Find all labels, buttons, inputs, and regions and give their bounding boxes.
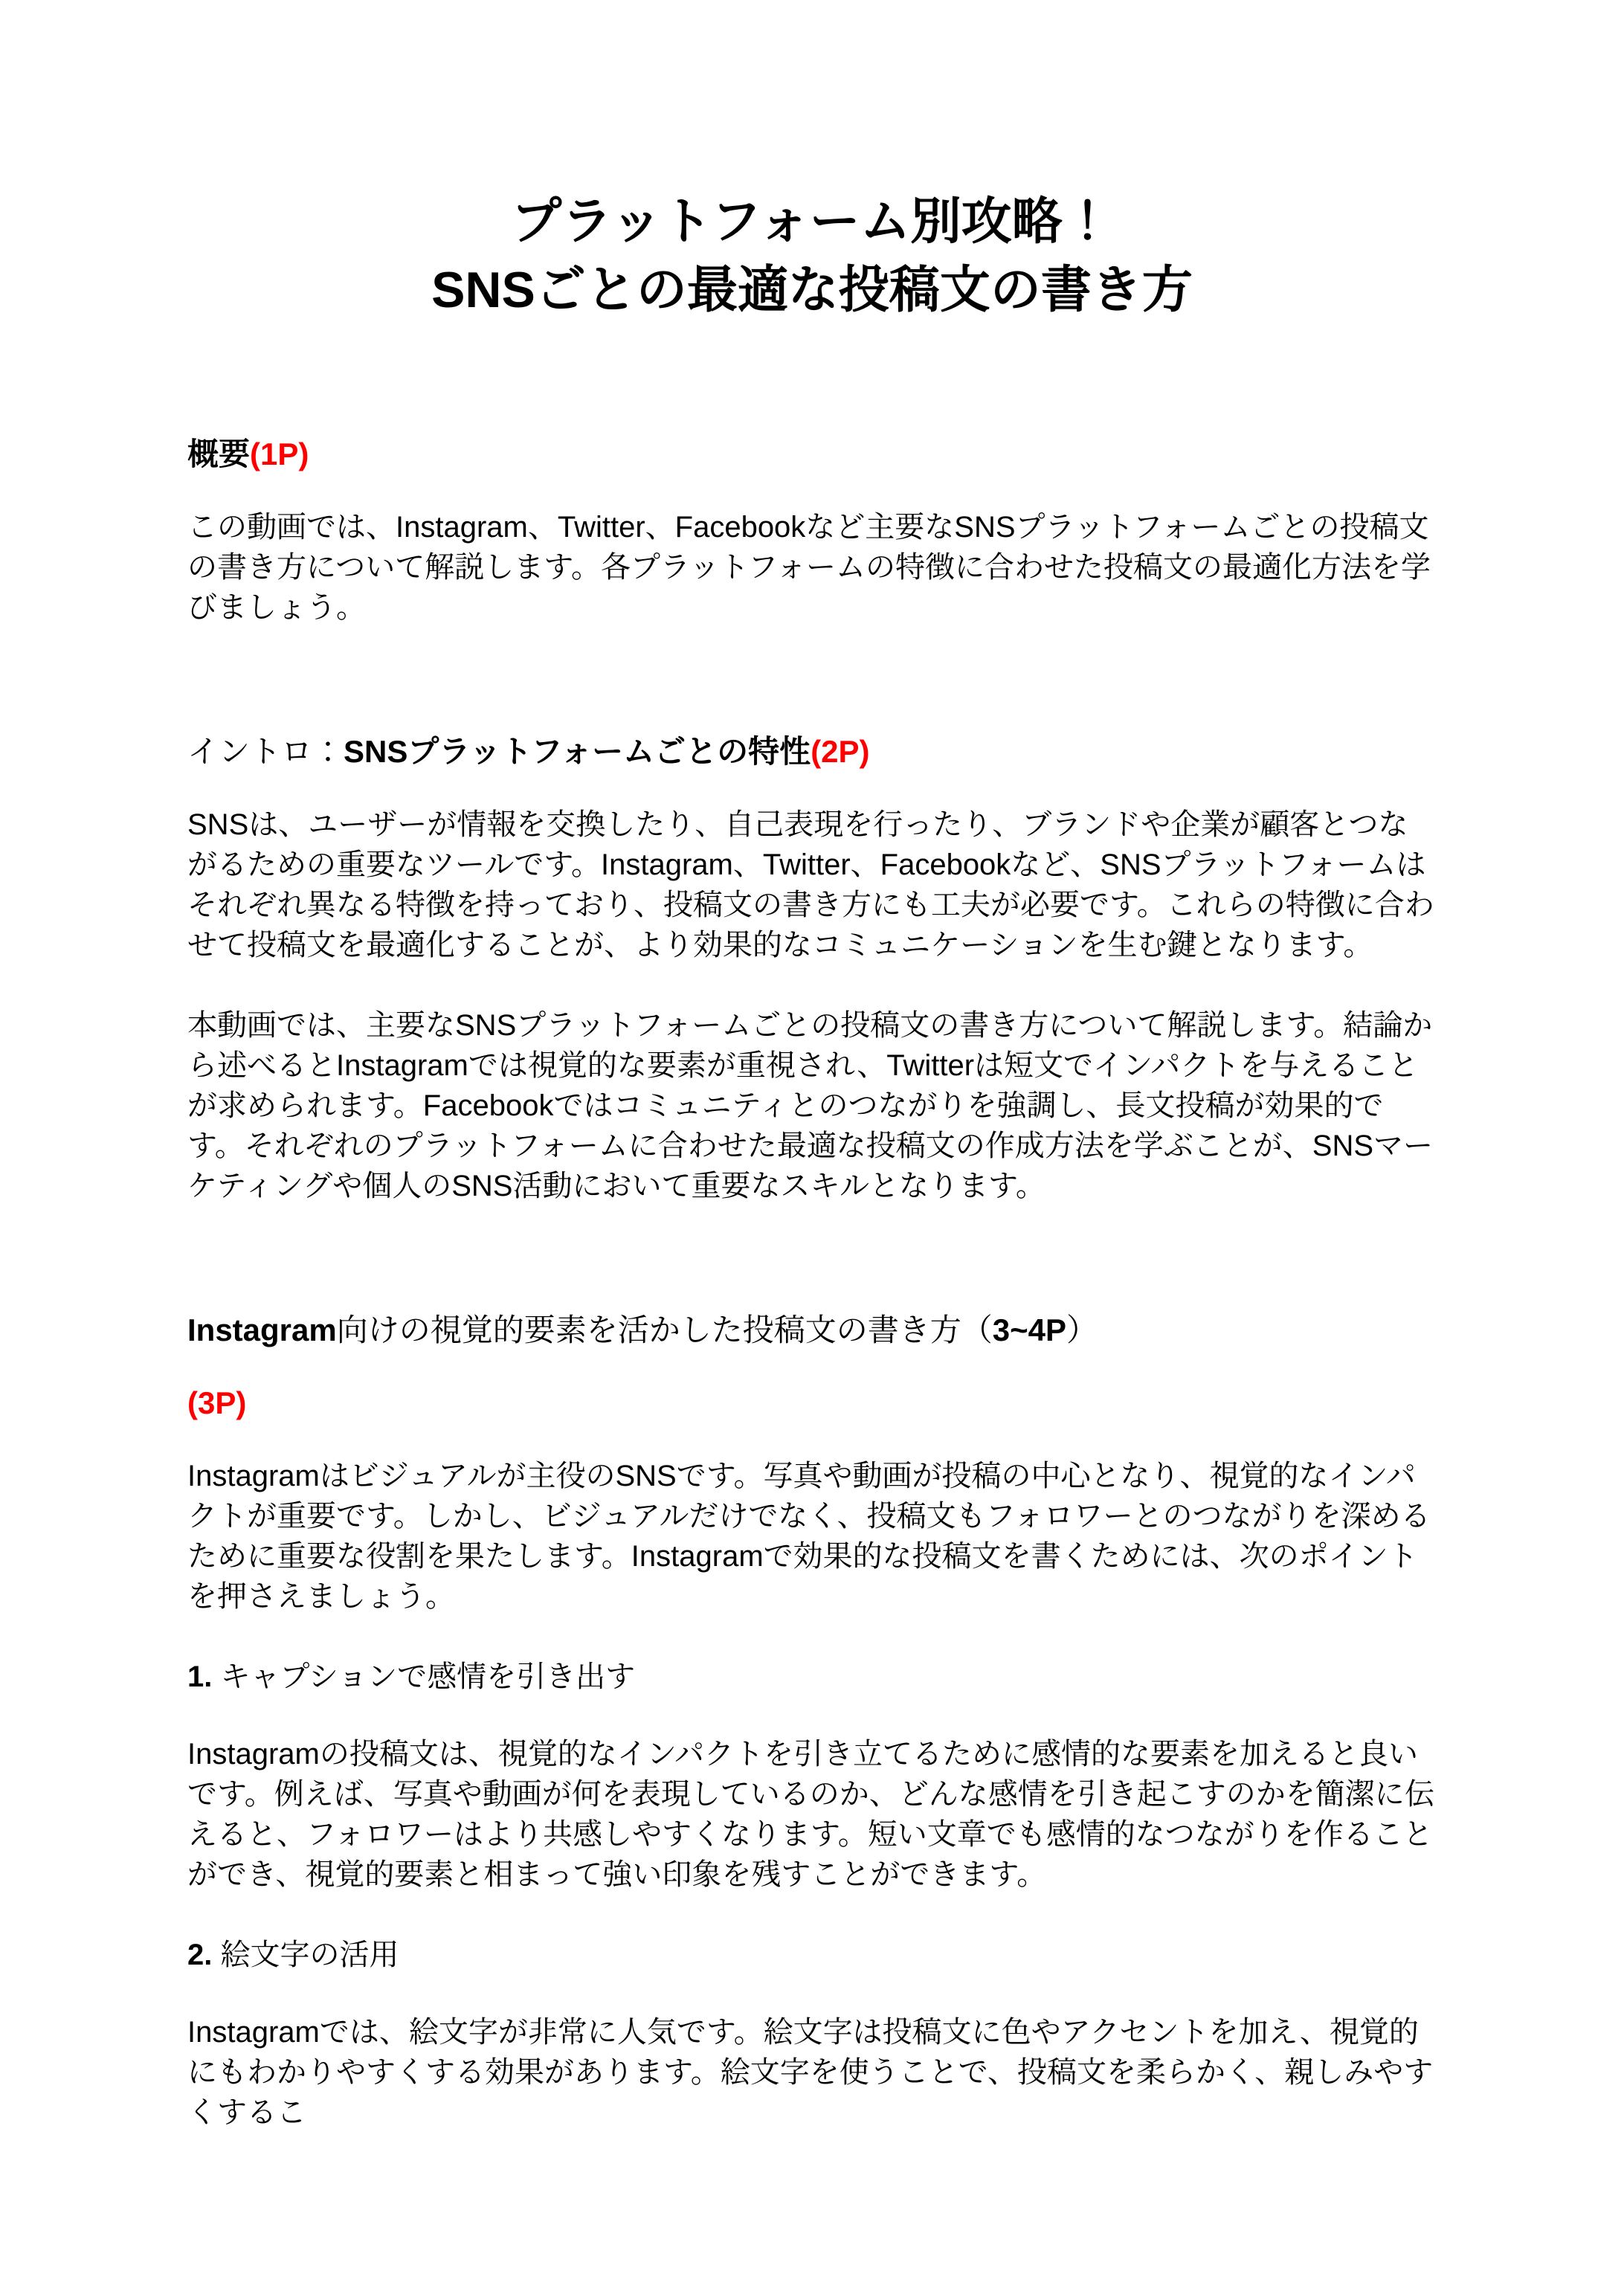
paragraph-intro-1 — [187, 805, 1437, 965]
text-run: Instagramはビジュアルが主役のSNSです。写真や動画が投稿の中心となり、視覚的なインパクトが重要です。しかし、ビジュアルだけでなく、投稿文もフォロワーとのつながりを深めるために重要な役割を果たします。Instagramで効果的な投稿文を書くためには、次のポイントを押さえましょう。 — [187, 1460, 1431, 1613]
paragraph-intro-2 — [187, 1005, 1437, 1206]
text-run: 2. — [187, 1939, 213, 1971]
text-run: 概要 — [187, 436, 251, 471]
paragraph-overview — [187, 507, 1437, 628]
document-title — [187, 187, 1437, 324]
section-heading-intro — [187, 732, 1437, 772]
text-run: 1. — [187, 1660, 213, 1693]
text-run: イントロ： — [187, 734, 344, 769]
title-line: SNSごとの最適な投稿文の書き方 — [431, 262, 1193, 318]
text-run: SNSは、ユーザーが情報を交換したり、自己表現を行ったり、ブランドや企業が顧客とつながるための重要なツールです。Instagram、Twitter、Facebookなど、SNSプラットフォームはそれぞれ異なる特徴を持っており、投稿文の書き方にも工夫が必要です。これらの特徴に合わせて投稿文を最適化することが、より効果的なコミュニケーションを生む鍵となります。 — [187, 808, 1434, 961]
text-run: (2P) — [811, 734, 870, 769]
paragraph-point-1 — [187, 1734, 1437, 1895]
text-run: Instagramの投稿文は、視覚的なインパクトを引き立てるために感情的な要素を加えると良いです。例えば、写真や動画が何を表現しているのか、どんな感情を引き起こすのかを簡潔に伝えると、フォロワーはより共感しやすくなります。短い文章でも感情的なつながりを作ることができ、視覚的要素と相まって強い印象を残すことができます。 — [187, 1738, 1434, 1891]
section-heading-instagram — [187, 1310, 1437, 1350]
text-run: (3P) — [187, 1385, 247, 1420]
text-run: ） — [1066, 1312, 1098, 1347]
paragraph-instagram-lead — [187, 1456, 1437, 1617]
text-run: キャプションで感情を引き出す — [212, 1660, 636, 1693]
numbered-heading-1 — [187, 1657, 1437, 1697]
text-run: (1P) — [250, 436, 309, 471]
paragraph-point-2 — [187, 2012, 1437, 2133]
numbered-heading-2 — [187, 1935, 1437, 1975]
section-heading-overview — [187, 434, 1437, 474]
text-run: 向けの視覚的要素を活かした投稿文の書き方（ — [336, 1312, 993, 1347]
text-run: Instagramでは、絵文字が非常に人気です。絵文字は投稿文に色やアクセントを加え、視覚的にもわかりやすくする効果があります。絵文字を使うことで、投稿文を柔らかく、親しみやすくするこ — [187, 2016, 1434, 2129]
title-line: プラットフォーム別攻略！ — [511, 193, 1113, 250]
text-run: この動画では、Instagram、Twitter、Facebookなど主要なSNSプラットフォームごとの投稿文の書き方について解説します。各プラットフォームの特徴に合わせた投稿文の最適化方法を学びましょう。 — [187, 511, 1431, 624]
text-run: Instagram — [187, 1312, 337, 1347]
text-run: 3~4P — [992, 1312, 1067, 1347]
page-marker-3p — [187, 1383, 1437, 1423]
text-run: 本動画では、主要なSNSプラットフォームごとの投稿文の書き方について解説します。結論から述べるとInstagramでは視覚的な要素が重視され、Twitterは短文でインパクトを与えることが求められます。Facebookではコミュニティとのつながりを強調し、長文投稿が効果的です。それぞれのプラットフォームに合わせた最適な投稿文の作成方法を学ぶことが、SNSマーケティングや個人のSNS活動において重要なスキルとなります。 — [187, 1009, 1434, 1202]
text-run: 絵文字の活用 — [212, 1939, 399, 1971]
text-run: SNSプラットフォームごとの特性 — [344, 734, 811, 769]
